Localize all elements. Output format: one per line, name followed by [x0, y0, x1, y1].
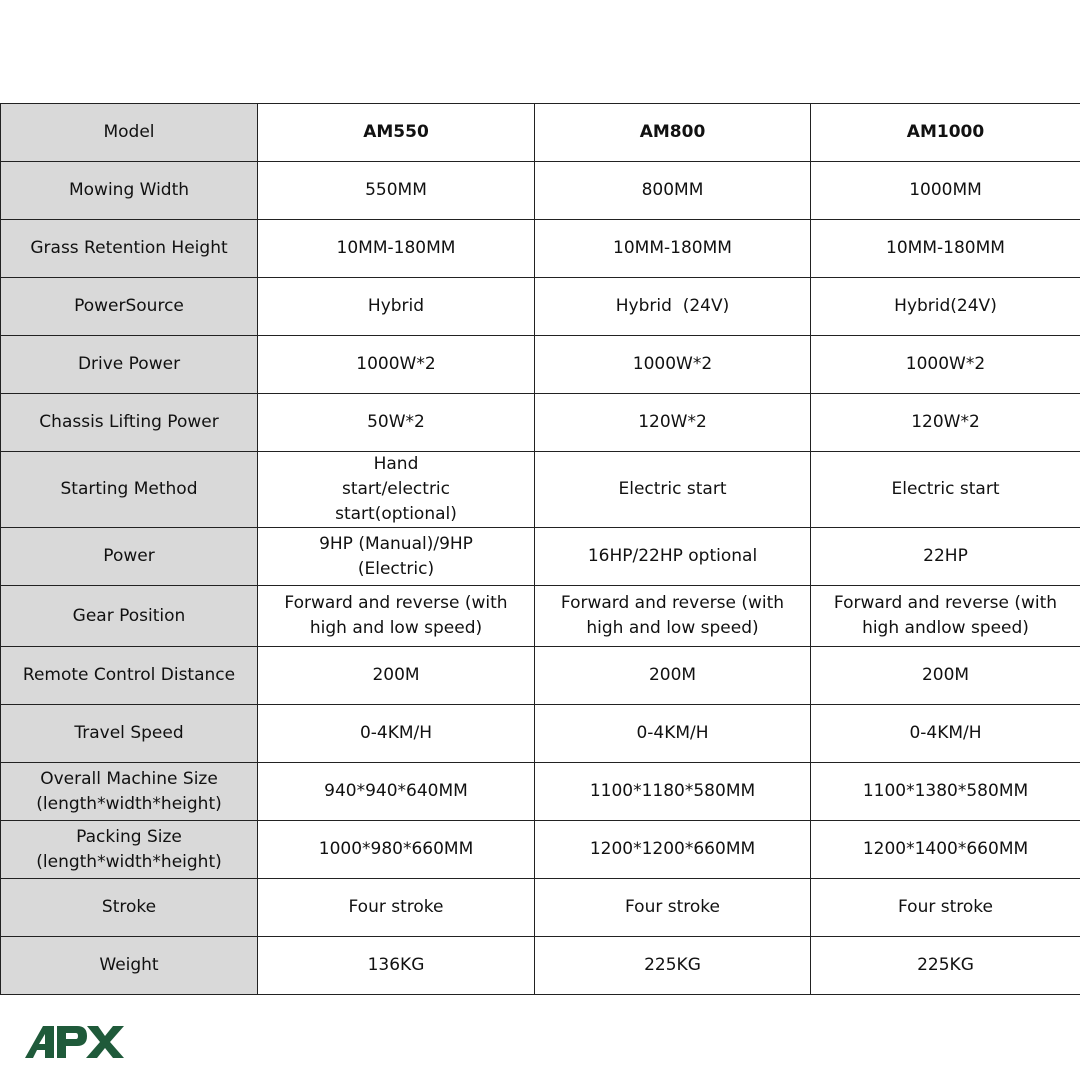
table-cell: Electric start	[811, 452, 1080, 528]
row-label: Gear Position	[1, 586, 258, 647]
table-cell: 22HP	[811, 528, 1080, 586]
table-cell: 1000W*2	[535, 336, 811, 394]
table-cell: Forward and reverse (with high and low speed)	[535, 586, 811, 647]
header-label: Model	[1, 104, 258, 162]
table-cell: 940*940*640MM	[258, 763, 535, 821]
header-row	[1, 104, 1080, 162]
table-cell: 200M	[535, 647, 811, 705]
table-cell: Forward and reverse (with high and low speed)	[258, 586, 535, 647]
table-cell: Four stroke	[535, 879, 811, 937]
table-row	[1, 336, 1080, 394]
apx-logo-mark	[25, 1026, 124, 1058]
table-cell: 1000*980*660MM	[258, 821, 535, 879]
table-cell: 120W*2	[535, 394, 811, 452]
table-cell: 225KG	[535, 937, 811, 995]
table-cell: 10MM-180MM	[535, 220, 811, 278]
table-row	[1, 647, 1080, 705]
row-label: Overall Machine Size (length*width*height)	[1, 763, 258, 821]
table-row	[1, 452, 1080, 528]
table-cell: Electric start	[535, 452, 811, 528]
table-cell: 1100*1380*580MM	[811, 763, 1080, 821]
table-row	[1, 220, 1080, 278]
table-cell: 16HP/22HP optional	[535, 528, 811, 586]
table-cell: Four stroke	[811, 879, 1080, 937]
table-row	[1, 394, 1080, 452]
model-am1000: AM1000	[811, 104, 1080, 162]
row-label: Drive Power	[1, 336, 258, 394]
table-cell: 1200*1200*660MM	[535, 821, 811, 879]
apx-logo	[25, 1022, 125, 1062]
table-cell: Hybrid(24V)	[811, 278, 1080, 336]
table-cell: 1000W*2	[258, 336, 535, 394]
table-row	[1, 586, 1080, 647]
table-cell: 0-4KM/H	[535, 705, 811, 763]
table-row	[1, 162, 1080, 220]
row-label: PowerSource	[1, 278, 258, 336]
table-cell: 136KG	[258, 937, 535, 995]
table-row	[1, 705, 1080, 763]
table-cell: 225KG	[811, 937, 1080, 995]
spec-table	[0, 103, 1080, 995]
row-label: Weight	[1, 937, 258, 995]
table-row	[1, 937, 1080, 995]
table-cell: 200M	[258, 647, 535, 705]
table-row	[1, 278, 1080, 336]
table-cell: 1000MM	[811, 162, 1080, 220]
row-label: Remote Control Distance	[1, 647, 258, 705]
row-label: Stroke	[1, 879, 258, 937]
row-label: Power	[1, 528, 258, 586]
table-cell: 1000W*2	[811, 336, 1080, 394]
row-label: Starting Method	[1, 452, 258, 528]
table-row	[1, 763, 1080, 821]
table-cell: 10MM-180MM	[811, 220, 1080, 278]
row-label: Travel Speed	[1, 705, 258, 763]
table-cell: 800MM	[535, 162, 811, 220]
row-label: Mowing Width	[1, 162, 258, 220]
table-cell: 0-4KM/H	[811, 705, 1080, 763]
table-cell: 200M	[811, 647, 1080, 705]
table-row	[1, 879, 1080, 937]
table-cell: Four stroke	[258, 879, 535, 937]
table-cell: 0-4KM/H	[258, 705, 535, 763]
table-cell: Forward and reverse (with high andlow speed)	[811, 586, 1080, 647]
table-cell: Hybrid	[258, 278, 535, 336]
table-cell: Hybrid (24V)	[535, 278, 811, 336]
table-cell: 9HP (Manual)/9HP (Electric)	[258, 528, 535, 586]
table-cell: 120W*2	[811, 394, 1080, 452]
model-am550: AM550	[258, 104, 535, 162]
row-label: Chassis Lifting Power	[1, 394, 258, 452]
model-am800: AM800	[535, 104, 811, 162]
table-cell: 550MM	[258, 162, 535, 220]
row-label: Grass Retention Height	[1, 220, 258, 278]
table-cell: Hand start/electric start(optional)	[258, 452, 535, 528]
table-cell: 1100*1180*580MM	[535, 763, 811, 821]
table-cell: 10MM-180MM	[258, 220, 535, 278]
table-row	[1, 821, 1080, 879]
row-label: Packing Size (length*width*height)	[1, 821, 258, 879]
table-cell: 50W*2	[258, 394, 535, 452]
table-cell: 1200*1400*660MM	[811, 821, 1080, 879]
table-row	[1, 528, 1080, 586]
